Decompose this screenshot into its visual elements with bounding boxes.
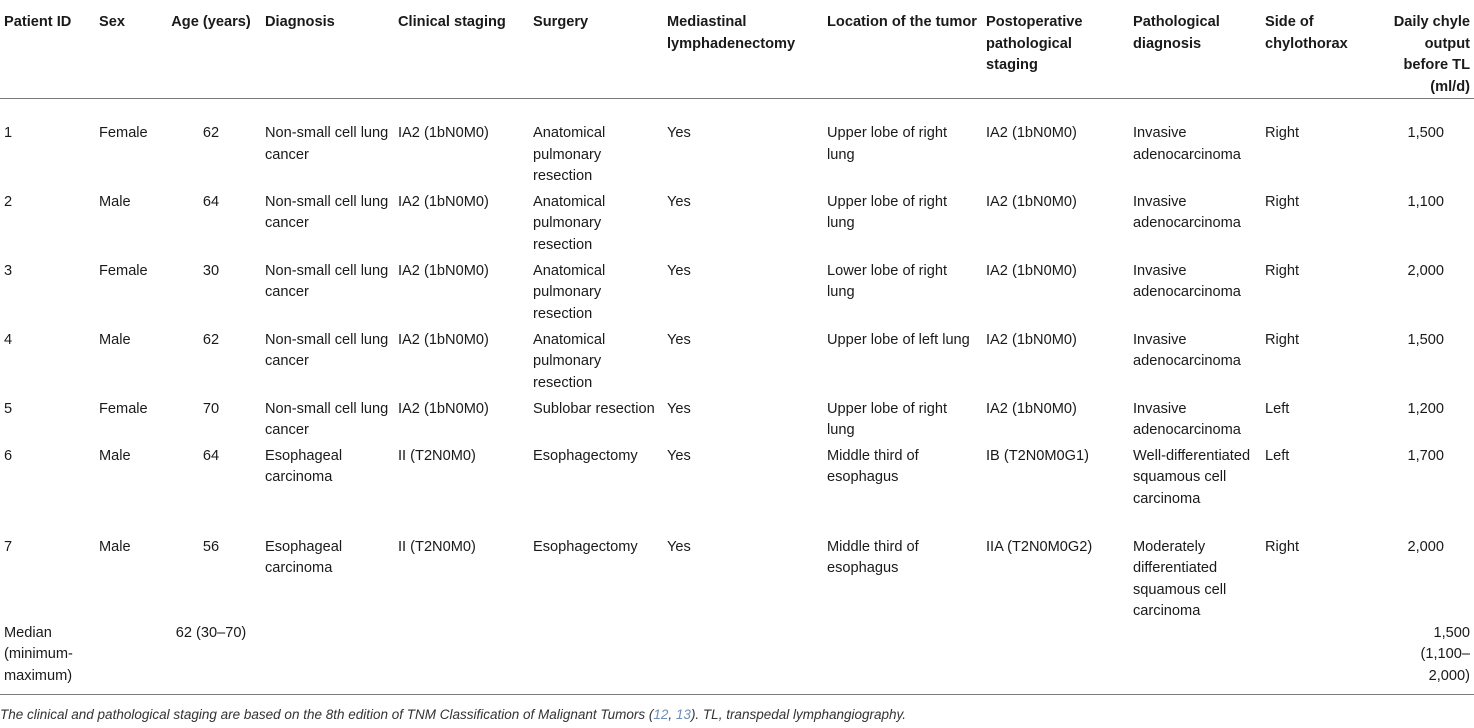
header-mediastinal-lymphadenectomy: Mediastinal lymphadenectomy [663,0,823,99]
cell-postoperative-staging: IA2 (1bN0M0) [986,125,1077,141]
footnote-separator: , [668,707,676,722]
cell-pathological-diagnosis: Moderately differentiated squamous cell carcinoma [1133,538,1227,619]
cell-lymphadenectomy: Yes [667,125,691,141]
cell-chylothorax-side: Left [1265,447,1290,464]
cell-diagnosis: Non-small cell lung cancer [265,125,389,163]
cell-median-age: 62 (30–70) [161,623,261,695]
table-row [0,99,1474,192]
cell-empty [823,623,982,695]
cell-patient-id: 4 [4,331,13,348]
cell-diagnosis: Non-small cell lung cancer [265,262,389,300]
cell-postoperative-staging: IA2 (1bN0M0) [986,400,1077,417]
cell-clinical-staging: II (T2N0M0) [398,538,476,555]
cell-sex: Male [99,538,131,555]
cell-empty [1261,623,1378,695]
cell-clinical-staging: IA2 (1bN0M0) [398,331,489,348]
cell-postoperative-staging: IA2 (1bN0M0) [986,262,1077,279]
cell-sex: Male [99,193,131,210]
footnote-text-end: ). TL, transpedal lymphangiography. [690,707,907,722]
cell-patient-id: 5 [4,400,13,417]
cell-lymphadenectomy: Yes [667,193,691,210]
table-footnote [0,707,906,722]
cell-age: 70 [202,400,220,417]
cell-age: 64 [202,447,220,464]
cell-tumor-location: Upper lobe of right lung [827,125,948,163]
cell-pathological-diagnosis: Invasive adenocarcinoma [1133,125,1241,163]
cell-chylothorax-side: Right [1265,193,1300,210]
cell-diagnosis: Esophageal carcinoma [265,447,343,485]
cell-postoperative-staging: IA2 (1bN0M0) [986,193,1077,210]
header-surgery: Surgery [529,0,663,99]
reference-link-12[interactable]: 12 [653,707,669,722]
cell-patient-id: 1 [4,125,13,141]
footnote-text: The clinical and pathological staging are based on the 8th edition of TNM Classification of Malignant Tumors ( [0,707,654,722]
cell-diagnosis: Non-small cell lung cancer [265,193,389,231]
cell-empty [1129,623,1261,695]
cell-surgery: Anatomical pulmonary resection [533,125,606,184]
cell-postoperative-staging: IA2 (1bN0M0) [986,331,1077,348]
cell-empty [394,623,529,695]
cell-tumor-location: Middle third of esophagus [827,538,919,576]
cell-chyle-output: 1,100 [1407,193,1444,210]
cell-chylothorax-side: Left [1265,400,1290,417]
cell-age: 56 [202,538,220,555]
cell-lymphadenectomy: Yes [667,262,691,279]
header-age: Age (years) [161,0,261,99]
table-row [0,537,1474,623]
cell-pathological-diagnosis: Invasive adenocarcinoma [1133,331,1241,369]
table-row [0,261,1474,330]
cell-empty [529,623,663,695]
cell-age: 62 [202,125,220,141]
cell-tumor-location: Upper lobe of right lung [827,400,948,438]
table-row [0,330,1474,399]
cell-chyle-output: 1,200 [1407,400,1444,417]
cell-chyle-output: 2,000 [1407,262,1444,279]
cell-pathological-diagnosis: Invasive adenocarcinoma [1133,193,1241,231]
cell-sex: Male [99,331,131,348]
cell-chyle-output: 2,000 [1407,538,1444,555]
cell-surgery: Sublobar resection [533,400,655,417]
cell-pathological-diagnosis: Invasive adenocarcinoma [1133,400,1241,438]
reference-link-13[interactable]: 13 [675,707,691,722]
header-clinical-staging: Clinical staging [394,0,529,99]
cell-chylothorax-side: Right [1265,331,1300,348]
cell-clinical-staging: II (T2N0M0) [398,447,476,464]
cell-tumor-location: Lower lobe of right lung [827,262,948,300]
cell-patient-id: 2 [4,193,13,210]
cell-sex: Female [99,125,148,141]
cell-lymphadenectomy: Yes [667,331,691,348]
header-patient-id: Patient ID [0,0,95,99]
cell-lymphadenectomy: Yes [667,447,691,464]
header-diagnosis: Diagnosis [261,0,394,99]
header-sex: Sex [95,0,161,99]
cell-tumor-location: Upper lobe of left lung [827,331,970,348]
cell-median-chyle: 1,500 (1,100–2,000) [1378,623,1474,695]
median-row [0,623,1474,695]
cell-surgery: Anatomical pulmonary resection [533,193,606,253]
cell-tumor-location: Middle third of esophagus [827,447,919,485]
cell-empty [261,623,394,695]
cell-chyle-output: 1,700 [1407,447,1444,464]
cell-age: 30 [202,262,220,279]
cell-age: 64 [202,193,220,210]
cell-empty [982,623,1129,695]
cell-lymphadenectomy: Yes [667,400,691,417]
cell-sex: Male [99,447,131,464]
cell-diagnosis: Non-small cell lung cancer [265,331,389,369]
cell-patient-id: 6 [4,447,13,464]
cell-sex: Female [99,400,148,417]
cell-chyle-output: 1,500 [1407,331,1444,348]
cell-chyle-output: 1,500 [1407,125,1444,141]
cell-diagnosis: Esophageal carcinoma [265,538,343,576]
table-row [0,446,1474,537]
header-row [0,0,1474,99]
header-chylothorax-side: Side of chylothorax [1261,0,1378,99]
cell-pathological-diagnosis: Well-differentiated squamous cell carcinoma [1133,447,1251,507]
cell-surgery: Esophagectomy [533,447,638,464]
cell-surgery: Anatomical pulmonary resection [533,262,606,322]
cell-empty [95,623,161,695]
header-pathological-diagnosis: Pathological diagnosis [1129,0,1261,99]
cell-patient-id: 7 [4,538,13,555]
cell-median-label: Median (minimum-maximum) [0,623,95,695]
cell-tumor-location: Upper lobe of right lung [827,193,948,231]
cell-clinical-staging: IA2 (1bN0M0) [398,400,489,417]
cell-age: 62 [202,331,220,348]
cell-pathological-diagnosis: Invasive adenocarcinoma [1133,262,1241,300]
cell-diagnosis: Non-small cell lung cancer [265,400,389,438]
cell-patient-id: 3 [4,262,13,279]
cell-postoperative-staging: IB (T2N0M0G1) [986,447,1089,464]
cell-sex: Female [99,262,148,279]
cell-empty [663,623,823,695]
header-tumor-location: Location of the tumor [823,0,982,99]
table-row [0,192,1474,261]
cell-clinical-staging: IA2 (1bN0M0) [398,193,489,210]
cell-chylothorax-side: Right [1265,262,1300,279]
cell-chylothorax-side: Right [1265,125,1300,141]
cell-surgery: Esophagectomy [533,538,638,555]
cell-lymphadenectomy: Yes [667,538,691,555]
cell-clinical-staging: IA2 (1bN0M0) [398,125,489,141]
header-postoperative-staging: Postoperative pathological staging [982,0,1129,99]
cell-postoperative-staging: IIA (T2N0M0G2) [986,538,1093,555]
cell-clinical-staging: IA2 (1bN0M0) [398,262,489,279]
table-row [0,399,1474,446]
cell-chylothorax-side: Right [1265,538,1300,555]
header-chyle-output: Daily chyle output before TL (ml/d) [1378,0,1474,99]
cell-surgery: Anatomical pulmonary resection [533,331,606,391]
